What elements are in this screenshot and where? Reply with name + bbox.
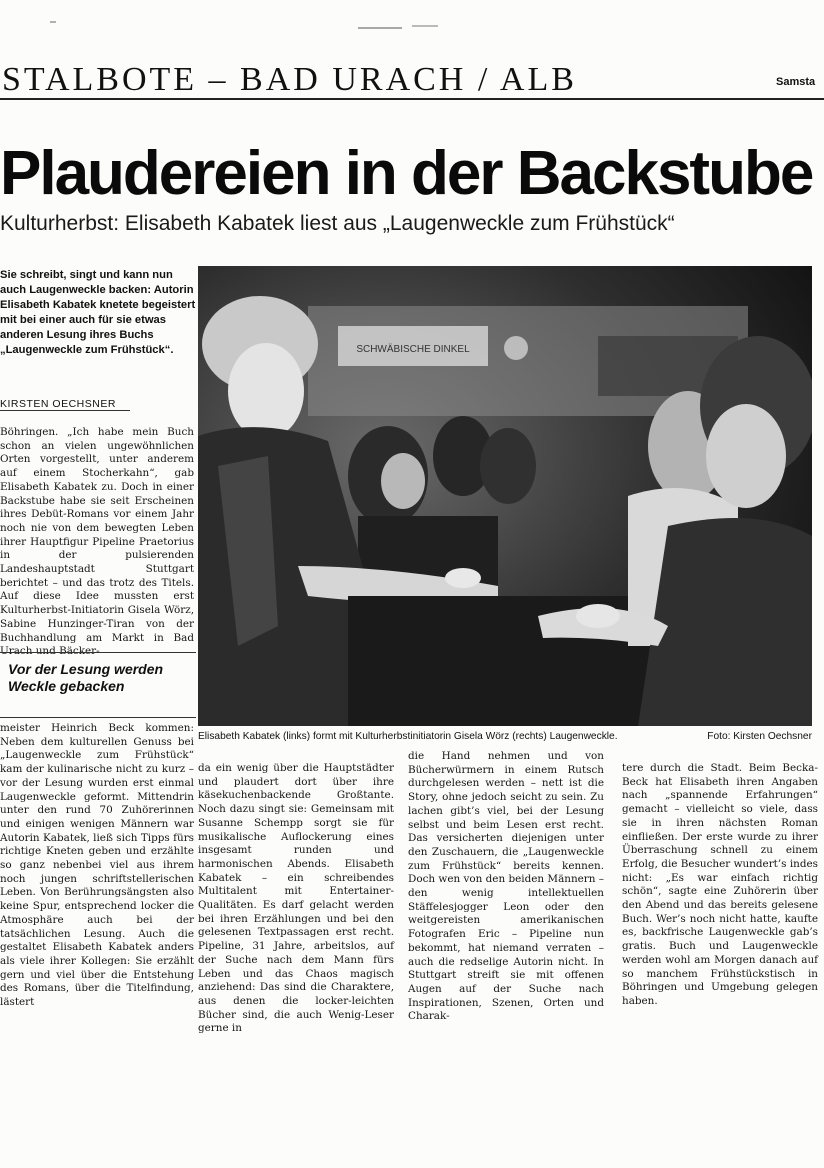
article-column-1b — [0, 722, 194, 1022]
masthead-rule — [0, 98, 824, 100]
article-text: meister Heinrich Beck kommen: Neben dem kulturellen Genuss bei „Laugenweckle zum Frühstück“ kam der kulinarische nicht zu kurz – vor der Lesung wurden erst einmal Laugenweckle geformt. Mittendrin unter den rund 70 Zuhörerinnen und einigen wenigen Männern war Autorin Kabatek, ließ sich Tipps fürs richtige Kneten geben und erzählte so ganz nebenbei viel aus ihrem noch jungen schriftstellerischen Leben. Von Berührungsängsten also keine Spur, entsprechend locker die Atmosphäre auch bei der tatsächlichen Lesung. Auch die gestaltet Elisabeth Kabatek anders als viele ihrer Kollegen: Sie erzählt gern und viel über die Entstehung des Romans, über die Titelfindung, lästert — [0, 722, 194, 1009]
masthead-title: STALBOTE – BAD URACH / ALB — [2, 61, 577, 98]
photo-caption — [198, 730, 812, 744]
scan-marks — [40, 18, 780, 32]
article-column-2 — [198, 762, 394, 1035]
lead-paragraph: Sie schreibt, singt und kann nun auch Laugenweckle backen: Autorin Elisabeth Kabatek knetete begeistert mit bei einer auch für sie etwas anderen Lesung ihres Buchs „Laugenweckle zum Frühstück“. — [0, 269, 196, 356]
article-column-4 — [622, 762, 818, 1022]
pull-quote — [0, 652, 196, 718]
article-text: die Hand nehmen und von Bücherwürmern in einem Rutsch durchgelesen werden – nett ist die Story, ohne jedoch seicht zu sein. Zu lachen gibt’s viel, bei der Lesung selbst und beim Lesen erst recht. Das versicherten diejenigen unter den Zuschauern, die „Laugenweckle zum Frühstück“ bereits kennen. Doch wen von den beiden Männern – den wenig intellektuellen Stäffelesjogger Leon oder den weitgereisten amerikanischen Fotografen Eric – Pipeline nun bekommt, hat niemand verraten – auch die redselige Autorin nicht. In Stuttgart streift sie mit offenen Augen auf der Suche nach Inspirationen, Szenen, Orten und Charak- — [408, 750, 604, 1023]
article-text: da ein wenig über die Hauptstädter und plaudert dort über ihre käsekuchenbackende Großtante. Noch dazu singt sie: Gemeinsam mit Susanne Schempp sorgt sie für musikalische Auflockerung eines insgesamt runden und harmonischen Abends. Elisabeth Kabatek – ein schreibendes Multitalent mit Entertainer-Qualitäten. Es darf gelacht werden bei ihren Erzählungen und bei den gelesenen Textpassagen erst recht. Pipeline, 31 Jahre, arbeitslos, auf der Suche nach dem Mann fürs Leben und das Chaos magisch anziehend: Das sind die Charaktere, aus denen die locker-leichten Bücher sind, die auch Wenig-Leser gerne in — [198, 762, 394, 1035]
photo-banner: SCHWÄBISCHE DINKEL — [356, 344, 470, 355]
article-text: Böhringen. „Ich habe mein Buch schon an vielen ungewöhnlichen Orten vorgestellt, unter anderem auf einem Stocherkahn“, gab Elisabeth Kabatek zu. Doch in einer Backstube habe sie seit Erscheinen ihres Debüt-Romans vor einem Jahr noch nie von dem bewegten Leben ihrer Hauptfigur Pipeline Praetorius in der pulsierenden Landeshauptstadt Stuttgart berichtet – und das trotz des Titels. Auf diese Idee mussten erst Kulturherbst-Initiatorin Gisela Wörz, Sabine Hunzinger-Tiran von der Buchhandlung am Markt in Bad Urach und Bäcker- — [0, 426, 194, 658]
byline: KIRSTEN OECHSNER — [0, 398, 130, 411]
article-column-1a — [0, 426, 194, 658]
photo-illustration — [198, 266, 812, 726]
caption-text: Elisabeth Kabatek (links) formt mit Kulturherbstinitiatorin Gisela Wörz (rechts) Laugenweckle. — [198, 731, 618, 742]
photo-credit: Foto: Kirsten Oechsner — [707, 731, 812, 742]
headline: Plaudereien in der Backstube — [0, 139, 813, 208]
pull-quote-text: Vor der Lesung werden Weckle gebacken — [8, 661, 164, 694]
article-column-3 — [408, 750, 604, 1022]
masthead-date: Samsta — [776, 76, 816, 88]
subtitle: Kulturherbst: Elisabeth Kabatek liest aus „Laugenweckle zum Frühstück“ — [0, 212, 675, 235]
article-text: tere durch die Stadt. Beim Becka-Beck hat Elisabeth ihren Angaben nach „spannende Erfahrungen“ gemacht – vielleicht so viele, dass sie in ihren nächsten Roman einfließen. Der erste wurde zu ihrer Überraschung schnell zu einem Erfolg, die Besucher wundert’s indes nicht: „Es war einfach richtig schön“, sagte eine Zuhörerin über den Abend und das bereits gelesene Buch. Wer’s noch nicht hatte, kaufte es, backfrische Laugenweckle gab’s gratis. Buch und Laugenweckle werden wohl am Morgen danach auf so manchem Frühstückstisch in Böhringen und Umgebung gelegen haben. — [622, 762, 818, 1007]
article-photo — [198, 266, 812, 726]
